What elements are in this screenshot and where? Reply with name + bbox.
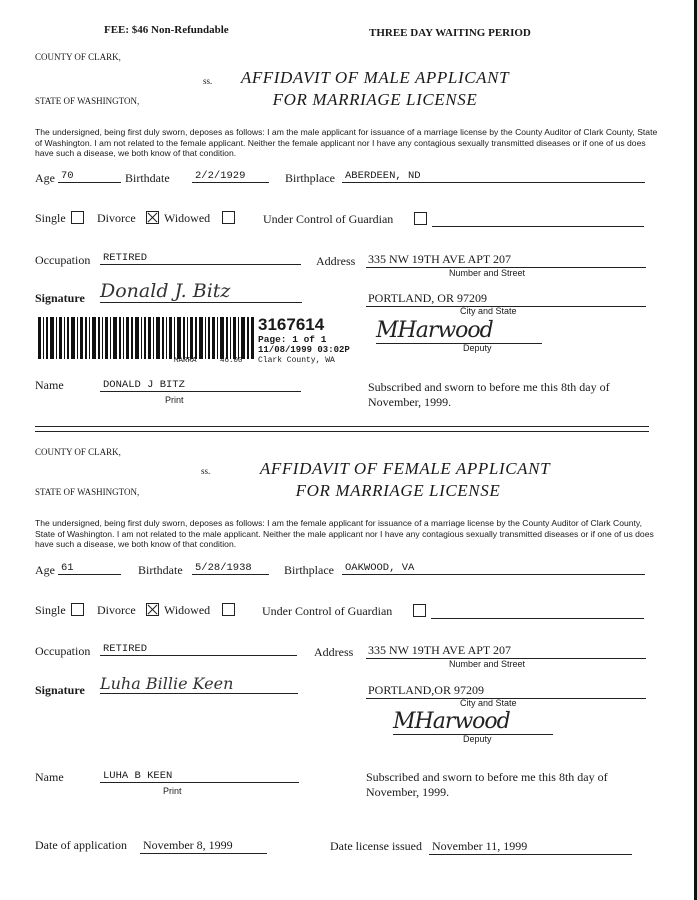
recording-number: 3167614 — [258, 315, 325, 334]
female-occupation-label: Occupation — [35, 644, 91, 658]
female-signature: Luha Billie Keen — [100, 674, 298, 694]
recording-stamp — [34, 313, 348, 375]
male-signature-label: Signature — [35, 291, 85, 305]
male-sworn-line1: Subscribed and sworn to before me this 8th day of — [368, 380, 610, 394]
waiting-period-text: THREE DAY WAITING PERIOD — [369, 27, 531, 39]
female-occupation-value: RETIRED — [100, 643, 297, 656]
male-deputy-label: Deputy — [463, 343, 492, 353]
male-birthdate-label: Birthdate — [125, 171, 170, 185]
male-print-label: Print — [165, 395, 184, 405]
male-number-street-label: Number and Street — [449, 268, 526, 278]
female-state: STATE OF WASHINGTON, — [35, 487, 140, 497]
male-city-state-value: PORTLAND, OR 97209 — [366, 291, 646, 307]
male-widowed-checkbox[interactable] — [222, 211, 235, 224]
female-single-label: Single — [35, 603, 66, 617]
male-guardian-label: Under Control of Guardian — [263, 212, 394, 226]
male-title-line2: FOR MARRIAGE LICENSE — [272, 90, 478, 109]
barcode-icon — [38, 317, 256, 361]
male-divorce-label: Divorce — [97, 211, 136, 225]
male-birthplace-label: Birthplace — [285, 171, 335, 185]
male-birthplace-value: ABERDEEN, ND — [342, 170, 645, 183]
recording-code: MARRA — [174, 357, 197, 365]
recording-amount: 46.00 — [220, 357, 243, 365]
female-deputy-signature: MHarwood — [393, 709, 553, 735]
female-address-label: Address — [314, 645, 354, 659]
female-sworn-line2: November, 1999. — [366, 785, 450, 799]
male-divorce-checkbox[interactable] — [146, 211, 159, 224]
male-county: COUNTY OF CLARK, — [35, 52, 121, 62]
male-single-label: Single — [35, 211, 66, 225]
section-divider-bottom — [35, 431, 649, 432]
section-divider-top — [35, 426, 649, 427]
male-widowed-label: Widowed — [164, 211, 211, 225]
fee-text: FEE: $46 Non-Refundable — [104, 24, 229, 36]
recording-datetime: 11/08/1999 03:02P — [258, 345, 350, 355]
date-of-application-value: November 8, 1999 — [140, 838, 267, 854]
female-deputy-label: Deputy — [463, 734, 492, 744]
male-occupation-label: Occupation — [35, 253, 91, 267]
female-name-value: LUHA B KEEN — [100, 770, 299, 783]
female-age-value: 61 — [58, 562, 121, 575]
male-deputy-signature: MHarwood — [376, 318, 542, 344]
female-sworn-line1: Subscribed and sworn to before me this 8th day of — [366, 770, 608, 784]
date-license-issued-label: Date license issued — [330, 839, 422, 853]
female-print-label: Print — [163, 786, 182, 796]
female-ss: ss. — [201, 466, 211, 476]
male-city-state-label: City and State — [460, 306, 517, 316]
male-sworn-line2: November, 1999. — [368, 395, 452, 409]
male-name-value: DONALD J BITZ — [100, 379, 301, 392]
date-of-application-label: Date of application — [35, 838, 127, 852]
male-birthdate-value: 2/2/1929 — [192, 170, 269, 183]
female-signature-label: Signature — [35, 683, 85, 697]
female-widowed-label: Widowed — [164, 603, 211, 617]
male-guardian-line — [432, 226, 644, 227]
female-divorce-checkbox[interactable] — [146, 603, 159, 616]
male-age-value: 70 — [58, 170, 121, 183]
female-age-label: Age — [35, 563, 55, 577]
female-guardian-checkbox[interactable] — [413, 604, 426, 617]
female-address-value: 335 NW 19TH AVE APT 207 — [366, 643, 646, 659]
male-address-value: 335 NW 19TH AVE APT 207 — [366, 252, 646, 268]
male-guardian-checkbox[interactable] — [414, 212, 427, 225]
female-county: COUNTY OF CLARK, — [35, 447, 121, 457]
male-title-line1: AFFIDAVIT OF MALE APPLICANT — [240, 68, 510, 87]
female-title-line1: AFFIDAVIT OF FEMALE APPLICANT — [259, 459, 551, 478]
female-birthdate-value: 5/28/1938 — [192, 562, 269, 575]
date-license-issued-value: November 11, 1999 — [429, 839, 632, 855]
male-ss: ss. — [203, 76, 213, 86]
female-birthplace-label: Birthplace — [284, 563, 334, 577]
female-guardian-label: Under Control of Guardian — [262, 604, 393, 618]
female-title-line2: FOR MARRIAGE LICENSE — [295, 481, 501, 500]
female-number-street-label: Number and Street — [449, 659, 526, 669]
male-address-label: Address — [316, 254, 356, 268]
male-single-checkbox[interactable] — [71, 211, 84, 224]
male-age-label: Age — [35, 171, 55, 185]
male-statement: The undersigned, being first duly sworn, deposes as follows: I am the male applicant for issuance of a marriage license by the County Auditor of Clark County, State of Washington. I am not related to the female applicant. Neither the female applicant nor I have any contagious sexually transmitted diseases or if one of us does have such a disease, we both know of that condition. — [35, 127, 658, 158]
female-statement: The undersigned, being first duly sworn, deposes as follows: I am the female applicant for issuance of a marriage license by the County Auditor of Clark County, State of Washington. I am not related to the male applicant. Neither the male applicant nor I have any contagious sexually transmitted diseases or if one of us does have such a disease, we both know of that condition. — [35, 518, 654, 549]
female-guardian-line — [431, 618, 644, 619]
male-state: STATE OF WASHINGTON, — [35, 96, 140, 106]
recording-page: Page: 1 of 1 — [258, 334, 327, 345]
male-name-label: Name — [35, 378, 64, 392]
female-name-label: Name — [35, 770, 64, 784]
male-signature: Donald J. Bitz — [100, 280, 302, 303]
female-widowed-checkbox[interactable] — [222, 603, 235, 616]
female-divorce-label: Divorce — [97, 603, 136, 617]
recording-county: Clark County, WA — [258, 356, 335, 365]
female-birthplace-value: OAKWOOD, VA — [342, 562, 645, 575]
female-city-state-label: City and State — [460, 698, 517, 708]
female-city-state-value: PORTLAND,OR 97209 — [366, 683, 646, 699]
female-single-checkbox[interactable] — [71, 603, 84, 616]
male-occupation-value: RETIRED — [100, 252, 301, 265]
female-birthdate-label: Birthdate — [138, 563, 183, 577]
